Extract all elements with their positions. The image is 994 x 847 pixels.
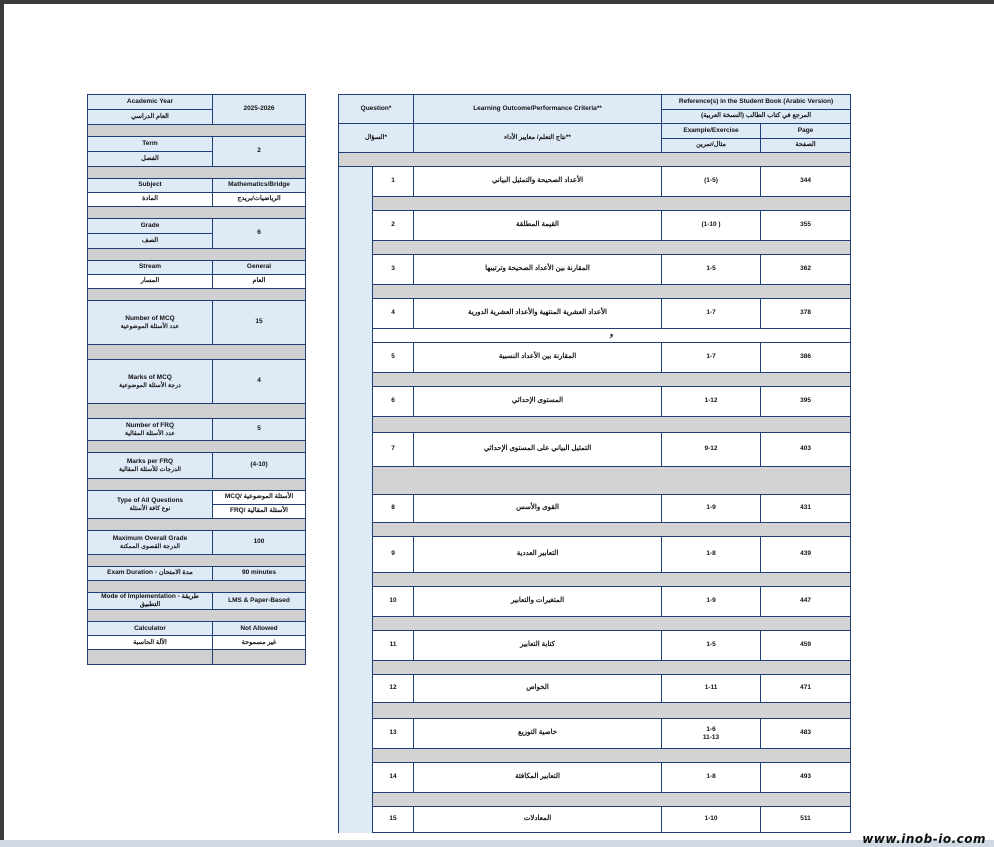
exam-info-table — [87, 94, 306, 665]
frq-marks-value: (4-10) — [213, 453, 306, 479]
window-top-border — [0, 0, 994, 4]
learning-outcome: القوى والأسس — [414, 495, 662, 523]
footer-strip — [0, 840, 994, 847]
stream-label: Stream — [88, 261, 213, 275]
frq-marks-label: Marks per FRQ الدرجات للأسئلة المقالية — [88, 453, 213, 479]
term-label-ar: الفصل — [88, 152, 213, 167]
stream-value-ar: العام — [213, 275, 306, 289]
calculator-label: Calculator — [88, 622, 213, 636]
question-number: 11 — [373, 631, 414, 661]
question-number: 14 — [373, 763, 414, 793]
page-number: 344 — [761, 167, 851, 197]
mcq-count-value: 15 — [213, 301, 306, 345]
mcq-marks-label: Marks of MCQ درجة الأسئلة الموضوعية — [88, 360, 213, 404]
separator — [88, 479, 306, 491]
separator — [88, 610, 306, 622]
separator — [88, 249, 306, 261]
example-exercise: 1-6 11-13 — [662, 719, 761, 749]
term-value: 2 — [213, 137, 306, 167]
page-header: Page — [761, 124, 851, 139]
frq-count-label: Number of FRQ عدد الأسئلة المقالية — [88, 419, 213, 441]
reference-table — [338, 94, 851, 833]
separator — [373, 661, 851, 675]
question-number: 8 — [373, 495, 414, 523]
learning-outcome: التعابير المكافئة — [414, 763, 662, 793]
question-number: 1 — [373, 167, 414, 197]
separator — [88, 441, 306, 453]
question-type-label: Type of All Questions نوع كافة الأسئلة — [88, 491, 213, 519]
side-column — [339, 167, 373, 833]
separator — [88, 519, 306, 531]
exam-duration-label: Exam Duration - مدة الامتحان — [88, 567, 213, 581]
separator — [88, 404, 306, 419]
calculator-value: Not Allowed — [213, 622, 306, 636]
question-number: 7 — [373, 433, 414, 467]
frq-count-value: 5 — [213, 419, 306, 441]
learning-outcome: القيمة المطلقة — [414, 211, 662, 241]
separator — [373, 417, 851, 433]
question-header: Question* — [339, 95, 414, 124]
page-number: 471 — [761, 675, 851, 703]
page-number: 439 — [761, 537, 851, 573]
page-number: 511 — [761, 807, 851, 833]
implementation-mode-label: Mode of Implementation - طريقة التطبيق — [88, 593, 213, 610]
page-number: 483 — [761, 719, 851, 749]
learning-outcome-header-ar: نتاج التعلم/ معايير الأداء** — [414, 124, 662, 153]
example-header: Example/Exercise — [662, 124, 761, 139]
site-watermark: www.inob-io.com — [862, 832, 986, 846]
separator — [88, 345, 306, 360]
question-number: 6 — [373, 387, 414, 417]
academic-year-value: 2025-2026 — [213, 95, 306, 125]
mcq-marks-value: 4 — [213, 360, 306, 404]
example-exercise: 1-8 — [662, 763, 761, 793]
reference-header: Reference(s) in the Student Book (Arabic Version) — [662, 95, 851, 110]
learning-outcome: الأعداد العشرية المنتهية والأعداد العشرية الدورية — [414, 299, 662, 329]
max-grade-value: 100 — [213, 531, 306, 555]
example-exercise: 1-9 — [662, 587, 761, 617]
question-number: 2 — [373, 211, 414, 241]
page-header-ar: الصفحة — [761, 139, 851, 153]
question-number: 3 — [373, 255, 414, 285]
page-number: 447 — [761, 587, 851, 617]
connector-text: و — [373, 329, 851, 343]
page-number: 378 — [761, 299, 851, 329]
grade-label-ar: الصف — [88, 234, 213, 249]
page-number: 403 — [761, 433, 851, 467]
exam-duration-value: 90 minutes — [213, 567, 306, 581]
implementation-mode-value: LMS & Paper-Based — [213, 593, 306, 610]
reference-header-ar: المرجع في كتاب الطالب (النسخة العربية) — [662, 110, 851, 124]
example-exercise: 1-7 — [662, 299, 761, 329]
learning-outcome: كتابة التعابير — [414, 631, 662, 661]
question-header-ar: السؤال* — [339, 124, 414, 153]
subject-label-ar: المادة — [88, 193, 213, 207]
learning-outcome: التمثيل البياني على المستوى الإحداثي — [414, 433, 662, 467]
page-number: 362 — [761, 255, 851, 285]
subject-value: Mathematics/Bridge — [213, 179, 306, 193]
learning-outcome-header: Learning Outcome/Performance Criteria** — [414, 95, 662, 124]
grade-value: 6 — [213, 219, 306, 249]
separator — [88, 289, 306, 301]
page-number: 431 — [761, 495, 851, 523]
question-number: 15 — [373, 807, 414, 833]
separator — [373, 467, 851, 495]
learning-outcome: المقارنة بين الأعداد النسبية — [414, 343, 662, 373]
question-number: 4 — [373, 299, 414, 329]
example-exercise: 1-5 — [662, 255, 761, 285]
learning-outcome: المستوى الإحداثي — [414, 387, 662, 417]
example-exercise: 1-10 — [662, 807, 761, 833]
separator — [88, 555, 306, 567]
max-grade-label: Maximum Overall Grade الدرجة القصوى الممكنة — [88, 531, 213, 555]
separator — [88, 650, 213, 665]
example-header-ar: مثال/تمرين — [662, 139, 761, 153]
separator — [373, 373, 851, 387]
separator — [373, 617, 851, 631]
separator — [373, 523, 851, 537]
calculator-label-ar: الآلة الحاسبة — [88, 636, 213, 650]
example-exercise: 1-11 — [662, 675, 761, 703]
page-number: 355 — [761, 211, 851, 241]
separator — [373, 793, 851, 807]
example-exercise: 1-7 — [662, 343, 761, 373]
question-type-frq: FRQ/ الأسئلة المقالية — [213, 505, 306, 519]
subject-value-ar: الرياضيات/بريدج — [213, 193, 306, 207]
question-number: 10 — [373, 587, 414, 617]
learning-outcome: التعابير العددية — [414, 537, 662, 573]
example-exercise: 1-12 — [662, 387, 761, 417]
separator — [213, 650, 306, 665]
calculator-value-ar: غير مسموحة — [213, 636, 306, 650]
separator — [373, 241, 851, 255]
learning-outcome: الأعداد الصحيحة والتمثيل البياني — [414, 167, 662, 197]
separator — [88, 581, 306, 593]
learning-outcome: المتغيرات والتعابير — [414, 587, 662, 617]
separator — [373, 749, 851, 763]
academic-year-label-ar: العام الدراسي — [88, 110, 213, 125]
learning-outcome: خاصية التوزيع — [414, 719, 662, 749]
window-left-border — [0, 0, 4, 847]
question-type-mcq: MCQ/ الأسئلة الموضوعية — [213, 491, 306, 505]
separator — [88, 125, 306, 137]
page-number: 493 — [761, 763, 851, 793]
learning-outcome: المعادلات — [414, 807, 662, 833]
question-number: 5 — [373, 343, 414, 373]
question-number: 12 — [373, 675, 414, 703]
separator — [88, 207, 306, 219]
separator — [339, 153, 851, 167]
academic-year-label: Academic Year — [88, 95, 213, 110]
example-exercise: (1-10 ) — [662, 211, 761, 241]
example-exercise: 1-8 — [662, 537, 761, 573]
page-number: 395 — [761, 387, 851, 417]
question-number: 13 — [373, 719, 414, 749]
separator — [88, 167, 306, 179]
example-exercise: 1-9 — [662, 495, 761, 523]
term-label: Term — [88, 137, 213, 152]
question-number: 9 — [373, 537, 414, 573]
example-exercise: 9-12 — [662, 433, 761, 467]
stream-value: General — [213, 261, 306, 275]
separator — [373, 285, 851, 299]
learning-outcome: المقارنة بين الأعداد الصحيحة وترتيبها — [414, 255, 662, 285]
page-number: 459 — [761, 631, 851, 661]
example-exercise: (1-5) — [662, 167, 761, 197]
grade-label: Grade — [88, 219, 213, 234]
separator — [373, 573, 851, 587]
mcq-count-label: Number of MCQ عدد الأسئلة الموضوعية — [88, 301, 213, 345]
separator — [373, 703, 851, 719]
example-exercise: 1-5 — [662, 631, 761, 661]
subject-label: Subject — [88, 179, 213, 193]
separator — [373, 197, 851, 211]
page-number: 386 — [761, 343, 851, 373]
learning-outcome: الخواص — [414, 675, 662, 703]
stream-label-ar: المسار — [88, 275, 213, 289]
